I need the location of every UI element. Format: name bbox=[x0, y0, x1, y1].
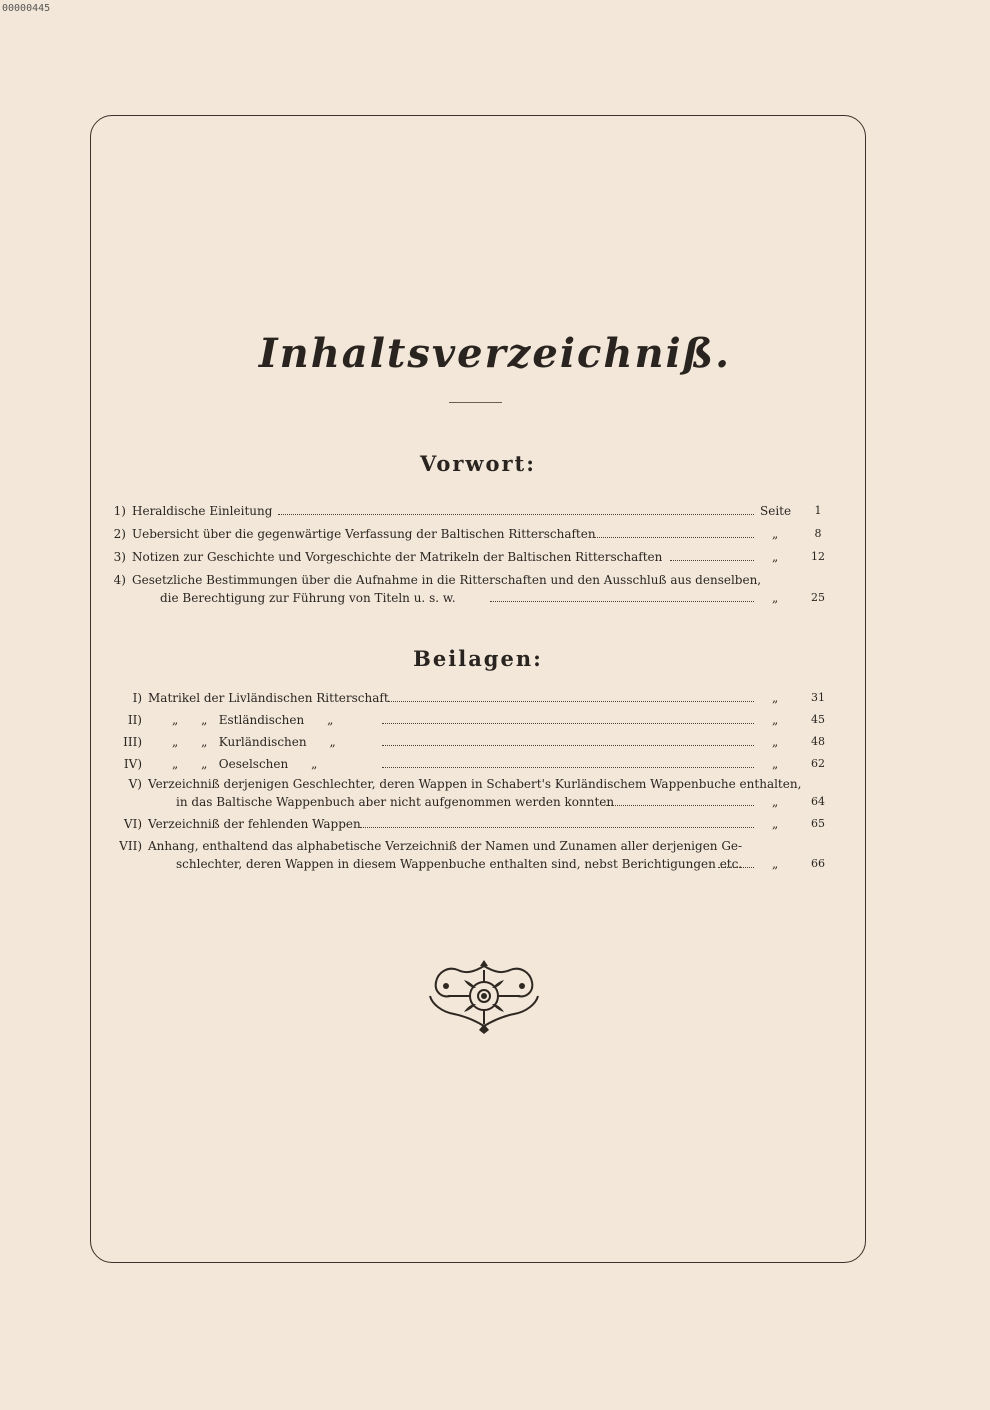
leader-dots bbox=[718, 867, 754, 868]
entry-page-label: „ bbox=[772, 795, 779, 809]
entry-page-label: „ bbox=[772, 817, 779, 831]
entry-page: 8 bbox=[814, 527, 822, 540]
entry-number: III) bbox=[123, 735, 142, 749]
beilagen-heading: Beilagen: bbox=[413, 646, 543, 671]
scan-id: 00000445 bbox=[2, 3, 51, 14]
entry-page-label: „ bbox=[772, 550, 779, 564]
entry-number: IV) bbox=[123, 757, 142, 771]
leader-dots bbox=[606, 805, 754, 806]
entry-number: II) bbox=[127, 713, 142, 727]
entry-page-label: „ bbox=[772, 857, 779, 871]
vorwort-heading: Vorwort: bbox=[419, 451, 537, 476]
entry-page-label: „ bbox=[772, 757, 779, 771]
entry-page-label: „ bbox=[772, 527, 779, 541]
entry-page-label: „ bbox=[772, 691, 779, 705]
leader-dots bbox=[360, 827, 754, 828]
entry-title: Uebersicht über die gegenwärtige Verfassung der Baltischen Ritterschaften bbox=[132, 527, 596, 541]
entry-title: Matrikel der Livländischen Ritterschaft bbox=[148, 691, 389, 705]
entry-number: I) bbox=[132, 691, 142, 705]
entry-page: 48 bbox=[811, 735, 825, 748]
leader-dots bbox=[388, 701, 754, 702]
leader-dots bbox=[382, 723, 754, 724]
entry-title: Anhang, enthaltend das alphabetische Verzeichniß der Namen und Zunamen aller derjenigen Ge- bbox=[148, 839, 743, 853]
entry-page: 12 bbox=[811, 550, 825, 563]
entry-title: „ „ Oeselschen „ bbox=[172, 757, 318, 771]
entry-number: 3) bbox=[113, 550, 126, 564]
leader-dots bbox=[382, 745, 754, 746]
entry-title: Gesetzliche Bestimmungen über die Aufnahme in die Ritterschaften und den Ausschluß aus denselben, bbox=[132, 573, 762, 587]
entry-title-continuation: schlechter, deren Wappen in diesem Wappenbuche enthalten sind, nebst Berichtigungen etc. bbox=[176, 857, 743, 871]
entry-page: 25 bbox=[811, 591, 825, 604]
entry-number: 2) bbox=[113, 527, 126, 541]
entry-page-label: „ bbox=[772, 735, 779, 749]
page-frame bbox=[90, 115, 866, 1263]
entry-page: 62 bbox=[811, 757, 825, 770]
entry-title: Notizen zur Geschichte und Vorgeschichte der Matrikeln der Baltischen Ritterschaften bbox=[132, 550, 663, 564]
leader-dots bbox=[278, 514, 754, 515]
entry-number: VII) bbox=[119, 839, 142, 853]
entry-title: „ „ Estländischen „ bbox=[172, 713, 334, 727]
fleuron-ornament-icon bbox=[424, 958, 544, 1034]
entry-title-continuation: die Berechtigung zur Führung von Titeln u. s. w. bbox=[160, 591, 456, 605]
entry-title-continuation: in das Baltische Wappenbuch aber nicht aufgenommen werden konnten bbox=[176, 795, 615, 809]
entry-title: Verzeichniß derjenigen Geschlechter, deren Wappen in Schabert's Kurländischem Wappenbuche enthalten, bbox=[148, 777, 802, 791]
leader-dots bbox=[670, 560, 754, 561]
entry-page: 31 bbox=[811, 691, 825, 704]
leader-dots bbox=[490, 601, 754, 602]
entry-number: VI) bbox=[123, 817, 142, 831]
entry-title: „ „ Kurländischen „ bbox=[172, 735, 336, 749]
entry-page: 64 bbox=[811, 795, 825, 808]
entry-page: 66 bbox=[811, 857, 825, 870]
entry-number: 1) bbox=[113, 504, 126, 518]
entry-page: 65 bbox=[811, 817, 825, 830]
entry-title: Verzeichniß der fehlenden Wappen bbox=[148, 817, 361, 831]
leader-dots bbox=[594, 537, 754, 538]
leader-dots bbox=[382, 767, 754, 768]
page-title: Inhaltsverzeichniß. bbox=[258, 330, 732, 377]
entry-page: 1 bbox=[814, 504, 822, 517]
entry-number: 4) bbox=[113, 573, 126, 587]
entry-page-label: „ bbox=[772, 591, 779, 605]
entry-page-label: „ bbox=[772, 713, 779, 727]
entry-page-label: Seite bbox=[760, 504, 792, 518]
title-divider bbox=[449, 402, 502, 403]
entry-number: V) bbox=[128, 777, 142, 791]
entry-page: 45 bbox=[811, 713, 825, 726]
entry-title: Heraldische Einleitung bbox=[132, 504, 273, 518]
